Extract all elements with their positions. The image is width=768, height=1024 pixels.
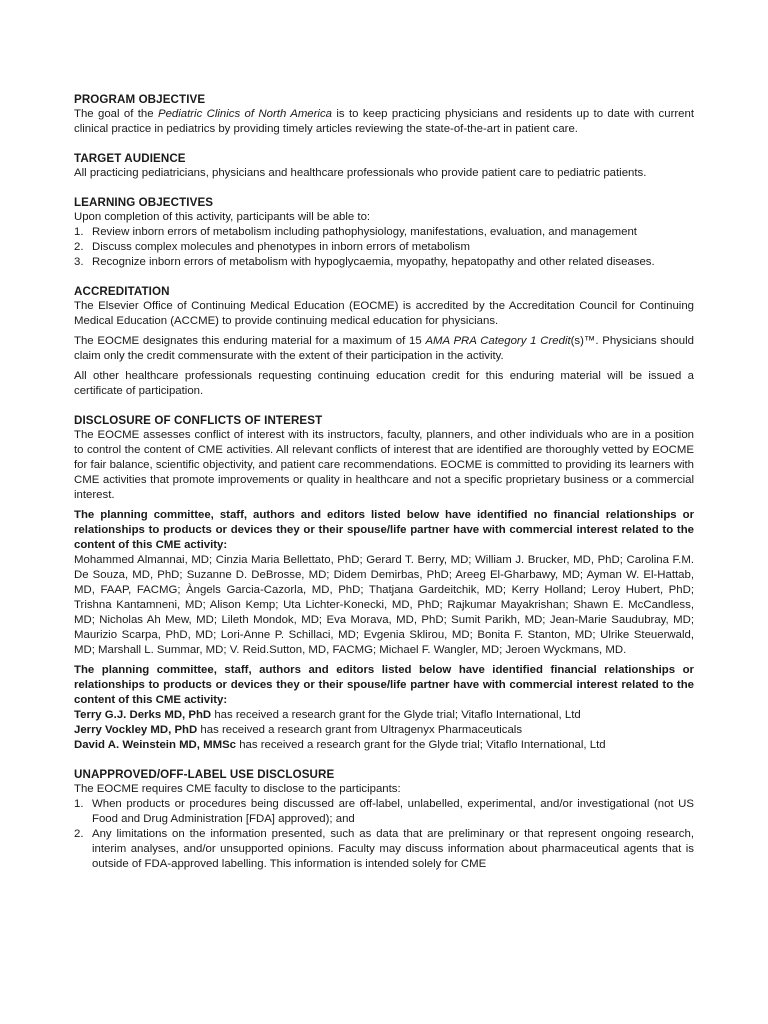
learning-objectives-section	[74, 195, 694, 270]
journal-title: Pediatric Clinics of North America	[157, 108, 332, 120]
person-name: Jerry Vockley MD, PhD	[74, 724, 198, 736]
document-page	[74, 92, 694, 886]
relationship-text: has received a research grant from Ultragenyx Pharmaceuticals	[197, 724, 523, 736]
program-objective-heading: PROGRAM OBJECTIVE	[74, 93, 206, 106]
program-objective-section	[74, 92, 694, 137]
list-item-text: When products or procedures being discussed are off-label, unlabelled, experimental, and/or investigational (not US Food and Drug Administration [FDA] approved); and	[92, 798, 694, 825]
relationship-entry	[74, 738, 694, 753]
target-audience-section	[74, 151, 694, 181]
unapproved-use-intro: The EOCME requires CME faculty to disclose to the participants:	[74, 783, 401, 795]
relationship-text: has received a research grant for the Glyde trial; Vitaflo International, Ltd	[211, 709, 581, 721]
accreditation-heading: ACCREDITATION	[74, 285, 170, 298]
learning-objectives-heading: LEARNING OBJECTIVES	[74, 196, 214, 209]
learning-objectives-intro: Upon completion of this activity, participants will be able to:	[74, 211, 371, 223]
no-relationships-heading: The planning committee, staff, authors and editors listed below have identified no financial relationships or relationships to products or devices they or their spouse/life partner have with commercial interest related to the content of this CME activity:	[74, 509, 694, 551]
list-item-number: 3.	[74, 256, 84, 268]
relationship-entry	[74, 708, 694, 723]
unapproved-use-list	[74, 797, 694, 872]
accreditation-paragraph-3: All other healthcare professionals requesting continuing education credit for this enduring material will be issued a certificate of participation.	[74, 370, 694, 397]
learning-objectives-list	[74, 225, 694, 270]
accreditation-paragraph-2-pre: The EOCME designates this enduring material for a maximum of 15	[74, 335, 426, 347]
disclosure-paragraph: The EOCME assesses conflict of interest with its instructors, faculty, planners, and other individuals who are in a position to control the content of CME activities. All relevant conflicts of interest that are identified are thoroughly vetted by EOCME for fair balance, scientific objectivity, and patient care recommendations. EOCME is committed to providing its learners with CME activities that promote improvements or quality in healthcare and not a specific proprietary business or a commercial interest.	[74, 429, 694, 501]
relationship-entry	[74, 723, 694, 738]
disclosure-section	[74, 413, 694, 753]
program-objective-text-pre: The goal of the	[74, 108, 158, 120]
list-item	[74, 225, 694, 240]
relationship-text: has received a research grant for the Glyde trial; Vitaflo International, Ltd	[236, 739, 606, 751]
list-item-number: 1.	[74, 798, 84, 810]
list-item-number: 1.	[74, 226, 84, 238]
list-item-text: Recognize inborn errors of metabolism with hypoglycaemia, myopathy, hepatopathy and other related diseases.	[92, 256, 655, 268]
accreditation-paragraph-1: The Elsevier Office of Continuing Medical Education (EOCME) is accredited by the Accreditation Council for Continuing Medical Education (ACCME) to provide continuing medical education for physicians.	[74, 300, 694, 327]
program-objective-text-post: is to keep practicing physicians and residents up to date with current clinical practice in pediatrics by providing timely articles reviewing the state-of-the-art in patient care.	[74, 108, 695, 135]
person-name: Terry G.J. Derks MD, PhD	[74, 709, 212, 721]
accreditation-section	[74, 284, 694, 399]
list-item-number: 2.	[74, 241, 84, 253]
list-item	[74, 797, 694, 827]
person-name: David A. Weinstein MD, MMSc	[74, 739, 237, 751]
list-item-number: 2.	[74, 828, 84, 840]
unapproved-use-section	[74, 767, 694, 872]
relationships-heading: The planning committee, staff, authors and editors listed below have identified financial relationships or relationships to products or devices they or their spouse/life partner have with commercial interest related to the content of this CME activity:	[74, 664, 694, 706]
target-audience-text: All practicing pediatricians, physicians and healthcare professionals who provide patient care to pediatric patients.	[74, 167, 647, 179]
list-item	[74, 255, 694, 270]
accreditation-paragraph-2	[74, 334, 694, 364]
no-relationships-list: Mohammed Almannai, MD; Cinzia Maria Bellettato, PhD; Gerard T. Berry, MD; William J. Brucker, MD, PhD; Carolina F.M. De Souza, MD, PhD; Suzanne D. DeBrosse, MD; Didem Demirbas, PhD; Areeg El-Gharbawy, MD; Ayman W. El-Hattab, MD, FAAP, FACMG; Àngels Garcia-Cazorla, MD, PhD; Thatjana Gardeitchik, MD; Kerry Holland; Leroy Hubert, PhD; Trishna Kantamneni, MD; Alison Kemp; Uta Lichter-Konecki, MD, PhD; Rajkumar Mayakrishan; Shawn E. McCandless, MD; Nicholas Ah Mew, MD; Lileth Mondok, MD; Eva Morava, MD, PhD; Sumit Parikh, MD; Jean-Marie Saudubray, MD; Maurizio Scarpa, PhD, MD; Lori-Anne P. Schillaci, MD; Evgenia Sklirou, MD; Bonita F. Stanton, MD; Ulrike Steuerwald, MD; Marshall L. Summar, MD; V. Reid.Sutton, MD, FACMG; Michael F. Wangler, MD; Jeroen Wyckmans, MD.	[74, 554, 694, 656]
list-item-text: Review inborn errors of metabolism including pathophysiology, manifestations, evaluation, and management	[92, 226, 637, 238]
list-item	[74, 827, 694, 872]
target-audience-heading: TARGET AUDIENCE	[74, 152, 186, 165]
list-item	[74, 240, 694, 255]
accreditation-paragraph-2-post: (s)™. Physicians should claim only the credit commensurate with the extent of their participation in the activity.	[74, 335, 694, 362]
unapproved-use-heading: UNAPPROVED/OFF-LABEL USE DISCLOSURE	[74, 768, 335, 781]
list-item-text: Any limitations on the information presented, such as data that are preliminary or that represent ongoing research, interim analyses, and/or unsupported opinions. Faculty may discuss information about pharmaceutical agents that is outside of FDA-approved labelling. This information is intended solely for CME	[92, 828, 694, 870]
disclosure-heading: DISCLOSURE OF CONFLICTS OF INTEREST	[74, 414, 323, 427]
program-objective-text	[74, 107, 694, 137]
credit-designation: AMA PRA Category 1 Credit	[425, 335, 571, 347]
list-item-text: Discuss complex molecules and phenotypes in inborn errors of metabolism	[92, 241, 470, 253]
